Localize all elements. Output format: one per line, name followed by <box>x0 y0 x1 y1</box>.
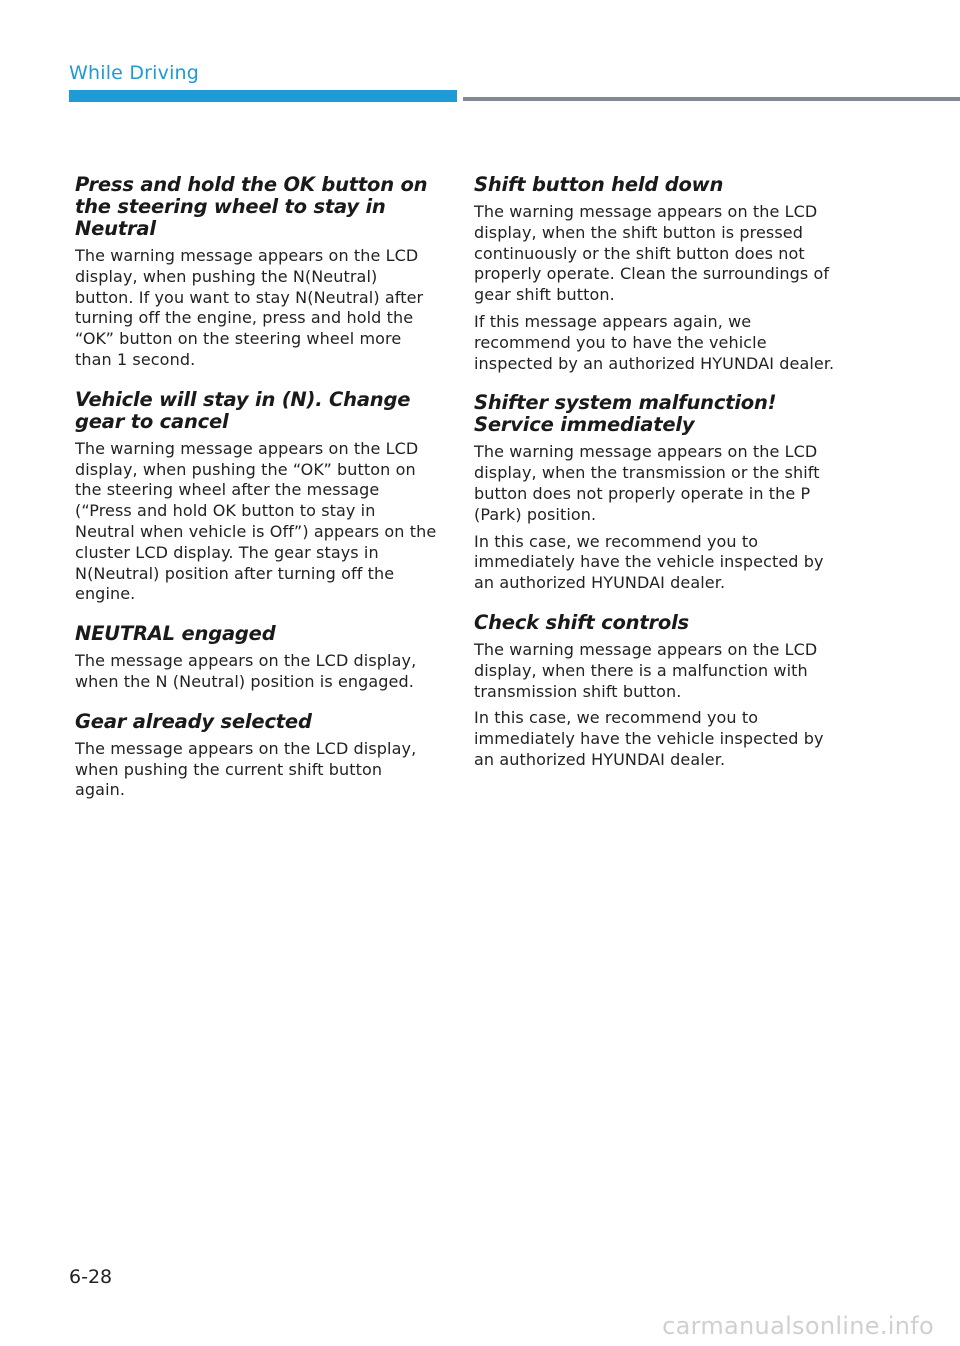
page-number: 6-28 <box>69 1266 113 1288</box>
entry-paragraph: The warning message appears on the LCD display, when the transmission or the shift button does not properly operate in the P (Park) position. <box>474 442 820 524</box>
entry-heading: Check shift controls <box>474 610 689 634</box>
entry-heading: Shift button held down <box>474 173 724 196</box>
message-entry-vehicle-will-stay-in-n <box>75 389 437 605</box>
entry-paragraph: If this message appears again, we recommend you to have the vehicle inspected by an authorized HYUNDAI dealer. <box>474 311 835 373</box>
watermark: carmanualsonline.info <box>662 1312 934 1340</box>
entry-paragraph: In this case, we recommend you to immediately have the vehicle inspected by an authorized HYUNDAI dealer. <box>474 531 824 593</box>
entry-heading: Vehicle will stay in (N). Change gear to cancel <box>75 387 411 433</box>
message-entry-shift-button-held-down <box>474 174 836 374</box>
message-entry-check-shift-controls <box>474 612 836 771</box>
entry-heading: Gear already selected <box>75 709 312 733</box>
left-column <box>75 174 437 819</box>
entry-paragraph: The warning message appears on the LCD display, when pushing the N(Neutral) button. If you want to stay N(Neutral) after turning off the engine, press and hold the “OK” button on the steering wheel more than 1 second. <box>75 246 424 369</box>
entry-paragraph: The message appears on the LCD display, when the N (Neutral) position is engaged. <box>75 651 417 691</box>
message-entry-neutral-engaged <box>75 623 437 693</box>
entry-heading: Shifter system malfunction! Service immediately <box>474 391 777 437</box>
entry-paragraph: The warning message appears on the LCD display, when there is a malfunction with transmission shift button. <box>474 639 818 701</box>
header-rule-gray <box>463 97 960 101</box>
entry-paragraph: In this case, we recommend you to immediately have the vehicle inspected by an authorized HYUNDAI dealer. <box>474 708 824 769</box>
right-column <box>474 174 836 789</box>
entry-paragraph: The message appears on the LCD display, when pushing the current shift button again. <box>75 738 417 800</box>
entry-heading: Press and hold the OK button on the steering wheel to stay in Neutral <box>75 173 428 240</box>
header-rule-accent <box>69 90 457 102</box>
entry-paragraph: The warning message appears on the LCD display, when the shift button is pressed continuously or the shift button does not properly operate. Clean the surroundings of gear shift button. <box>474 202 830 305</box>
message-entry-shifter-system-malfunction <box>474 392 836 594</box>
message-entry-gear-already-selected <box>75 711 437 801</box>
section-title: While Driving <box>69 62 200 84</box>
entry-paragraph: The warning message appears on the LCD display, when pushing the “OK” button on the steering wheel after the message (“Press and hold OK button to stay in Neutral when vehicle is Off”) appears on the cluster LCD display. The gear stays in N(Neutral) position after turning off the engine. <box>75 438 437 604</box>
message-entry-stay-in-neutral <box>75 174 437 371</box>
entry-heading: NEUTRAL engaged <box>75 622 276 646</box>
